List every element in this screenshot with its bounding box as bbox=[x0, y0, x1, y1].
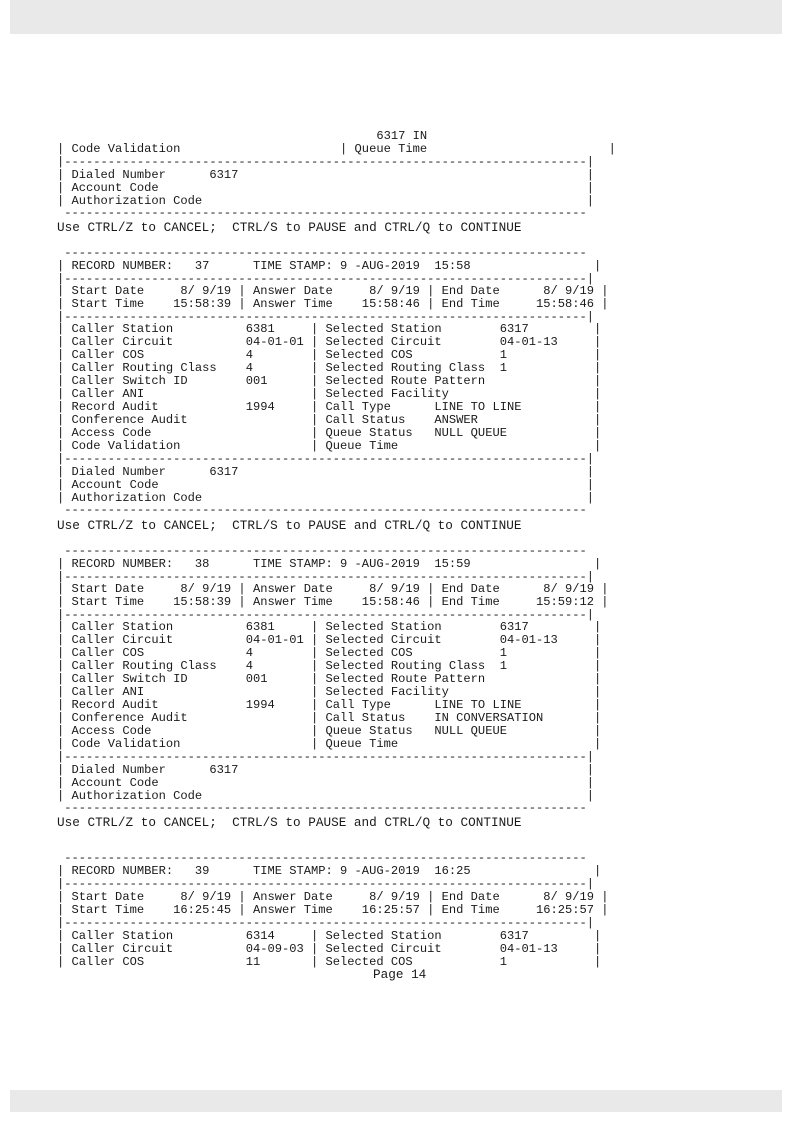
record-line: | Start Time 15:58:39 | Answer Time 15:58:46 | End Time 15:58:46 | bbox=[57, 297, 609, 311]
record-line: | Caller COS 11 | Selected COS 1 | bbox=[57, 955, 602, 969]
record-line: | Caller Station 6381 | Selected Station 6317 | bbox=[57, 322, 602, 336]
scan-margin-top bbox=[10, 0, 782, 34]
fragment-line: | Code Validation | Queue Time | bbox=[57, 142, 616, 156]
divider: |------------------------------------------------------------------------| bbox=[57, 155, 595, 169]
divider: ------------------------------------------------------------------------ bbox=[57, 801, 587, 815]
record-line: | Dialed Number 6317 | bbox=[57, 763, 595, 777]
divider: ------------------------------------------------------------------------ bbox=[57, 851, 587, 865]
record-line: | Caller Switch ID 001 | Selected Route Pattern | bbox=[57, 672, 602, 686]
record-line: | Caller Station 6381 | Selected Station 6317 | bbox=[57, 620, 602, 634]
record-line: | Caller Routing Class 4 | Selected Routing Class 1 | bbox=[57, 659, 602, 673]
record-line: | Record Audit 1994 | Call Type LINE TO LINE | bbox=[57, 400, 602, 414]
continue-prompt: Use CTRL/Z to CANCEL; CTRL/S to PAUSE and CTRL/Q to CONTINUE bbox=[57, 815, 522, 830]
record-line: | Start Date 8/ 9/19 | Answer Date 8/ 9/19 | End Date 8/ 9/19 | bbox=[57, 284, 609, 298]
record-number-line: | RECORD NUMBER: 39 TIME STAMP: 9 -AUG-2019 16:25 | bbox=[57, 864, 602, 878]
record-line: | Caller COS 4 | Selected COS 1 | bbox=[57, 348, 602, 362]
divider: |------------------------------------------------------------------------| bbox=[57, 750, 595, 764]
record-line: | Conference Audit | Call Status IN CONVERSATION | bbox=[57, 711, 602, 725]
record-number-line: | RECORD NUMBER: 37 TIME STAMP: 9 -AUG-2019 15:58 | bbox=[57, 259, 602, 273]
divider: |------------------------------------------------------------------------| bbox=[57, 310, 595, 324]
fragment-line: | Authorization Code | bbox=[57, 194, 595, 208]
record-line: | Caller Station 6314 | Selected Station 6317 | bbox=[57, 929, 602, 943]
fragment-line: | Dialed Number 6317 | bbox=[57, 168, 595, 182]
divider: ------------------------------------------------------------------------ bbox=[57, 503, 587, 517]
record-line: | Start Date 8/ 9/19 | Answer Date 8/ 9/19 | End Date 8/ 9/19 | bbox=[57, 582, 609, 596]
record-line: | Dialed Number 6317 | bbox=[57, 465, 595, 479]
record-line: | Caller Switch ID 001 | Selected Route Pattern | bbox=[57, 374, 602, 388]
scan-margin-bottom bbox=[10, 1090, 782, 1112]
divider: ------------------------------------------------------------------------ bbox=[57, 246, 587, 260]
record-line: | Start Date 8/ 9/19 | Answer Date 8/ 9/19 | End Date 8/ 9/19 | bbox=[57, 890, 609, 904]
record-line: | Start Time 16:25:45 | Answer Time 16:25:57 | End Time 16:25:57 | bbox=[57, 903, 609, 917]
continue-prompt: Use CTRL/Z to CANCEL; CTRL/S to PAUSE and CTRL/Q to CONTINUE bbox=[57, 518, 522, 533]
divider: |------------------------------------------------------------------------| bbox=[57, 452, 595, 466]
record-line: | Conference Audit | Call Status ANSWER | bbox=[57, 413, 602, 427]
continue-prompt: Use CTRL/Z to CANCEL; CTRL/S to PAUSE and CTRL/Q to CONTINUE bbox=[57, 220, 522, 235]
record-line: | Start Time 15:58:39 | Answer Time 15:58:46 | End Time 15:59:12 | bbox=[57, 595, 609, 609]
divider: |------------------------------------------------------------------------| bbox=[57, 916, 595, 930]
header-queue-line: 6317 IN bbox=[57, 129, 428, 143]
record-line: | Caller Routing Class 4 | Selected Routing Class 1 | bbox=[57, 361, 602, 375]
page-number: Page 14 bbox=[373, 967, 427, 982]
record-line: | Caller ANI | Selected Facility | bbox=[57, 685, 602, 699]
record-line: | Access Code | Queue Status NULL QUEUE | bbox=[57, 724, 602, 738]
record-line: | Caller Circuit 04-01-01 | Selected Circuit 04-01-13 | bbox=[57, 335, 602, 349]
record-line: | Authorization Code | bbox=[57, 789, 595, 803]
divider: |------------------------------------------------------------------------| bbox=[57, 570, 595, 584]
record-line: | Authorization Code | bbox=[57, 491, 595, 505]
record-line: | Caller Circuit 04-01-01 | Selected Circuit 04-01-13 | bbox=[57, 633, 602, 647]
record-line: | Code Validation | Queue Time | bbox=[57, 737, 602, 751]
record-line: | Record Audit 1994 | Call Type LINE TO LINE | bbox=[57, 698, 602, 712]
record-number-line: | RECORD NUMBER: 38 TIME STAMP: 9 -AUG-2019 15:59 | bbox=[57, 557, 602, 571]
record-line: | Caller Circuit 04-09-03 | Selected Circuit 04-01-13 | bbox=[57, 942, 602, 956]
divider: |------------------------------------------------------------------------| bbox=[57, 877, 595, 891]
divider: |------------------------------------------------------------------------| bbox=[57, 272, 595, 286]
divider: |------------------------------------------------------------------------| bbox=[57, 608, 595, 622]
record-line: | Caller ANI | Selected Facility | bbox=[57, 387, 602, 401]
divider: ------------------------------------------------------------------------ bbox=[57, 206, 587, 220]
record-line: | Account Code | bbox=[57, 776, 595, 790]
fragment-line: | Account Code | bbox=[57, 181, 595, 195]
record-line: | Code Validation | Queue Time | bbox=[57, 439, 602, 453]
record-line: | Caller COS 4 | Selected COS 1 | bbox=[57, 646, 602, 660]
divider: ------------------------------------------------------------------------ bbox=[57, 544, 587, 558]
record-line: | Access Code | Queue Status NULL QUEUE | bbox=[57, 426, 602, 440]
record-line: | Account Code | bbox=[57, 478, 595, 492]
